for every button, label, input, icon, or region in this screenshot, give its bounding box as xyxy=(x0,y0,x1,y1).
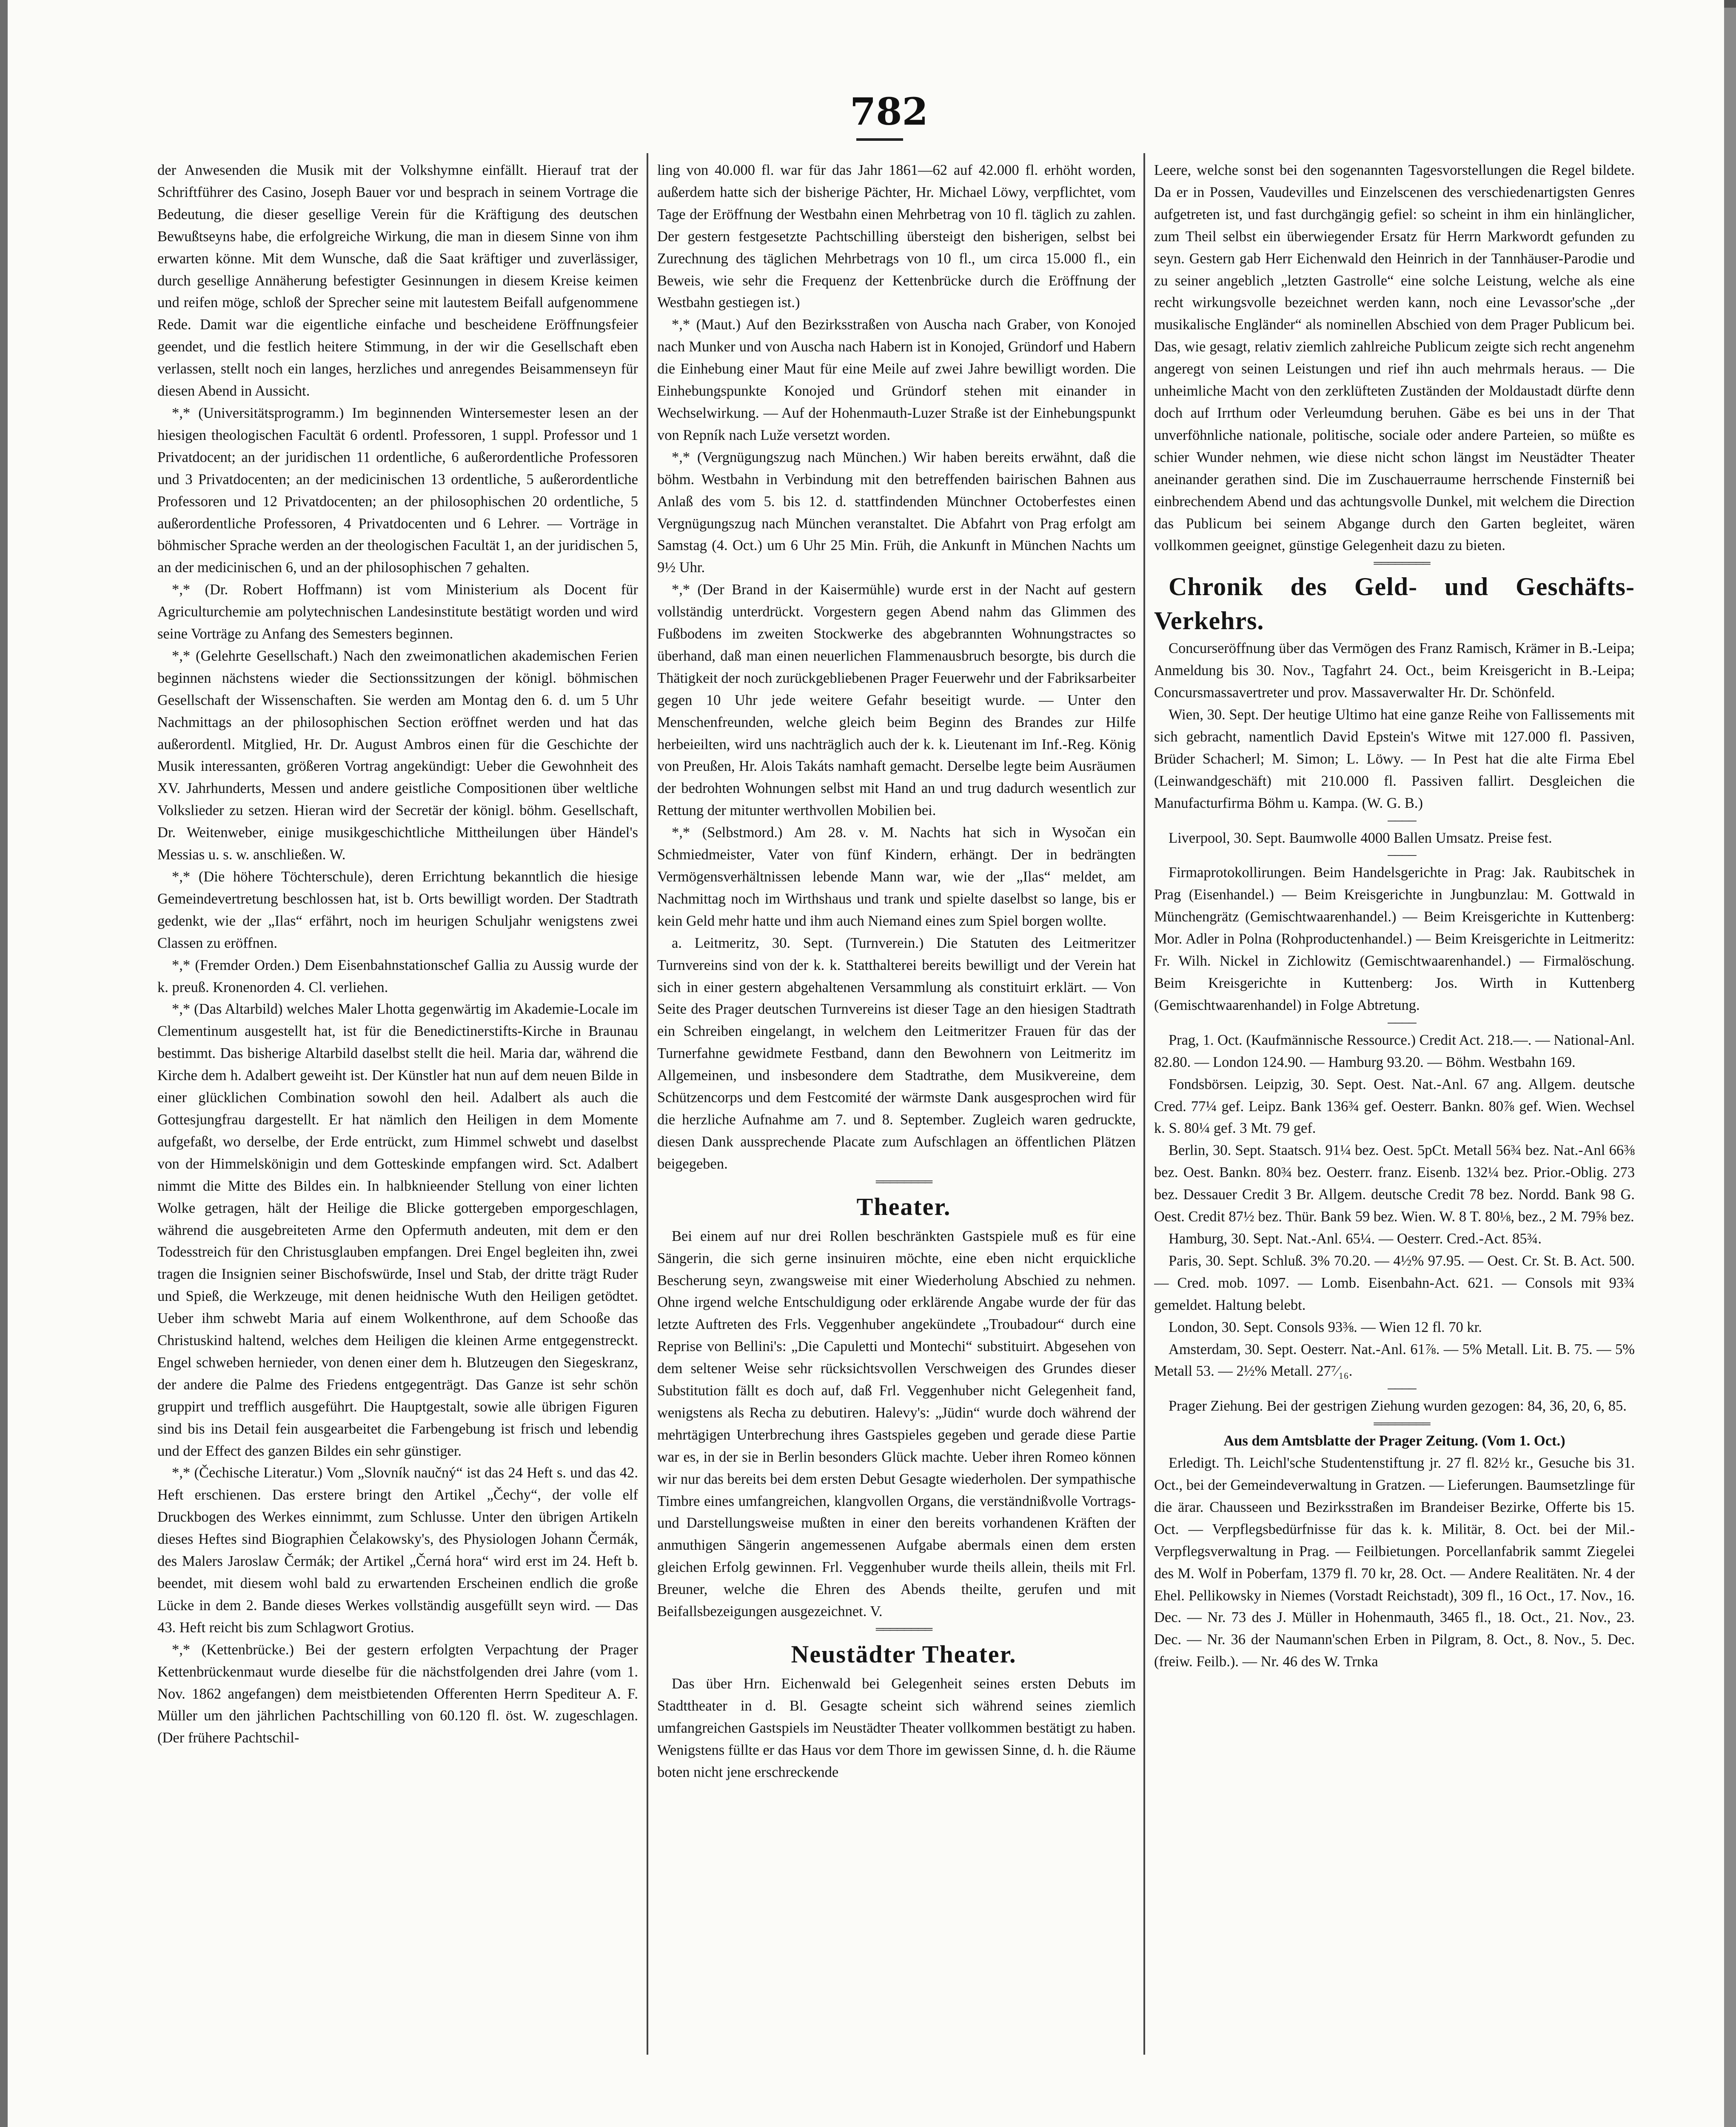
paragraph: *,* (Die höhere Töchterschule), deren Errichtung bekanntlich die hiesige Gemeindevertretung beschlossen hat, ist b. Orts bewilligt worden. Der Stadtrath gedenkt, wie der „Ilas“ erfährt, noch im heurigen Schuljahr wenigstens zwei Classen zu eröffnen. xyxy=(157,869,638,951)
paragraph: *,* (Maut.) Auf den Bezirksstraßen von Auscha nach Graber, von Konojed nach Munker und von Auscha nach Habern ist in Konojed, Gründorf und Habern die Einhebung einer Maut für eine Meile auf zwei Jahre bewilligt worden. Die Einhebungspunkte Konojed und Gründorf stehen mit einander in Wechselwirkung. — Auf der Hohenmauth-Luzer Straße ist der Einhebungspunkt von Repník nach Luže versetzt worden. xyxy=(657,316,1136,443)
section-heading-chronik: Chronik des Geld- und Geschäfts-Verkehrs. xyxy=(1154,573,1635,635)
paragraph: Bei einem auf nur drei Rollen beschränkten Gastspiele muß es für eine Sängerin, die sich gerne insinuiren möchte, eine eben nicht erquickliche Bescherung seyn, zwangsweise mit einer Wiederholung Abschied zu nehmen. Ohne irgend welche Entschuldigung oder erklärende Angabe wurde der für das letzte Auftreten des Frls. Veggenhuber angekündete „Troubadour“ durch eine Reprise von Bellini's: „Die Capuletti und Montechi“ substituirt. Abgesehen von dem seltener Weise sehr rücksichtsvollen Verschweigen des Grundes dieser Substitution fällt es doch auf, daß Frl. Veggenhuber nicht Gelegenheit fand, wenigstens als Recha zu debutiren. Halevy's: „Jüdin“ wurde doch während der mehrtägigen Unterbrechung ihres Gastspieles gegeben und gerade diese Partie war es, in der sie in Berlin besonders Glück machte. Ueber ihren Romeo können wir nur das bereits bei dem ersten Debut Gesagte wiederholen. Der sympathische Timbre eines umfangreichen, klangvollen Organs, die verständnißvolle Vortrags- und Darstellungsweise mußten in einer den bereits vorhandenen Kräften der anmuthigen Sängerin angemessenen Aufgabe abermals einen dem ersten gleichen Erfolg gewinnen. Frl. Veggenhuber wurde theils allein, theils mit Frl. Breuner, welche die Ehren des Abends theilte, gerufen und mit Beifallsbezeigungen ausgezeichnet. V. xyxy=(657,1228,1136,1620)
paragraph: *,* (Gelehrte Gesellschaft.) Nach den zweimonatlichen akademischen Ferien beginnen nächstens wieder die Sectionssitzungen der königl. böhmischen Gesellschaft der Wissenschaften. Sie werden am Montag den 6. d. um 5 Uhr Nachmittags an der philosophischen Section eröffnet werden und hat das außerordentl. Mitglied, Hr. Dr. August Ambros einen für die Geschichte der Musik interessanten, größeren Vortrag angekündigt: Ueber die Gewohnheit des XV. Jahrhunderts, Messen und andere geistliche Compositionen über weltliche Volkslieder zu setzen. Hieran wird der Secretär der königl. böhm. Gesellschaft, Dr. Weitenweber, einige musikgeschichtliche Mittheilungen über Händel's Messias u. s. w. anschließen. W. xyxy=(157,647,638,863)
paragraph: Prag, 1. Oct. (Kaufmännische Ressource.) Credit Act. 218.—. — National-Anl. 82.80. — London 124.90. — Hamburg 93.20. — Böhm. Westbahn 169. xyxy=(1154,1032,1635,1070)
paragraph: *,* (Der Brand in der Kaisermühle) wurde erst in der Nacht auf gestern vollständig unterdrückt. Vorgestern gegen Abend nahm das Glimmen des Fußbodens im zweiten Stockwerke des abgebrannten Wohnungstractes so überhand, daß man einen neuerlichen Flammenausbruch besorgte, bis durch die Thätigkeit der noch zurückgebliebenen Prager Feuerwehr und der Fabriksarbeiter gegen 10 Uhr jede weitere Gefahr beseitigt wurde. — Unter den Menschenfreunden, welche gleich beim Beginn des Brandes zur Hilfe herbeieilten, wird uns nachträglich auch der k. k. Lieutenant im Inf.-Reg. König von Preußen, Hr. Alois Takáts namhaft gemacht. Derselbe legte beim Ausräumen der bedrohten Wohnungen selbst mit Hand an und trug dadurch wesentlich zur Rettung der mitunter werthvollen Mobilien bei. xyxy=(657,582,1136,819)
paragraph: Firmaprotokollirungen. Beim Handelsgerichte in Prag: Jak. Raubitschek in Prag (Eisenhandel.) — Beim Kreisgerichte in Jungbunzlau: M. Gottwald in Münchengrätz (Gemischtwaarenhandel.) — Beim Kreisgerichte in Kuttenberg: Mor. Adler in Polna (Rohproductenhandel.) — Beim Kreisgerichte in Leitmeritz: Fr. Wilh. Nickel in Zichlowitz (Gemischtwaarenhandel.) — Firmalöschung. Beim Kreisgerichte in Kuttenberg: Jos. Wirth in Kuttenberg (Gemischtwaarenhandel) in Folge Abtretung. xyxy=(1154,864,1635,1013)
paragraph: Hamburg, 30. Sept. Nat.-Anl. 65¼. — Oesterr. Cred.-Act. 85¾. xyxy=(1169,1230,1542,1247)
page-number-rule xyxy=(856,138,903,141)
separator-ornament: ════════ xyxy=(875,1623,932,1635)
separator-ornament: ──── xyxy=(1388,1383,1416,1395)
paragraph: *,* (Universitätsprogramm.) Im beginnenden Wintersemester lesen an der hiesigen theologischen Facultät 6 ordentl. Professoren, 1 suppl. Professor und 1 Privatdocent; an der juridischen 11 ordentliche, 6 außerordentliche Professoren und 3 Privatdocenten; an der medicinischen 13 ordentliche, 5 außerordentliche Professoren und 12 Privatdocenten; an der philosophischen 20 ordentliche, 5 außerordentliche Professoren, 4 Privatdocenten und 6 Lehrer. — Vorträge in böhmischer Sprache werden an der theologischen Facultät 1, an der juridischen 5, an der medicinischen 6, und an der philosophischen 7 gehalten. xyxy=(157,405,638,576)
paragraph: London, 30. Sept. Consols 93⅜. — Wien 12 fl. 70 kr. xyxy=(1169,1319,1482,1335)
column-rule xyxy=(1143,153,1145,2055)
paragraph: *,* (Dr. Robert Hoffmann) ist vom Ministerium als Docent für Agriculturchemie am polytechnischen Landesinstitute bestätigt worden und wird seine Vorträge zu Anfang des Semesters beginnen. xyxy=(157,582,638,642)
paragraph: Prager Ziehung. Bei der gestrigen Ziehung wurden gezogen: 84, 36, 20, 6, 85. xyxy=(1169,1398,1627,1414)
paragraph: Leere, welche sonst bei den sogenannten Tagesvorstellungen die Regel bildete. Da er in Possen, Vaudevilles und Einzelscenen des verschiedenartigsten Genres aufgetreten ist, und fast durchgängig gefiel: so scheint in ihm ein hinlänglicher, zum Theil selbst ein überwiegender Ersatz für Herrn Markwordt gefunden zu seyn. Gestern gab Herr Eichenwald den Heinrich in der Tannhäuser-Parodie und zu seiner angeblich „letzten Gastrolle“ eine solche Leistung, welche als eine recht wirkungsvolle bezeichnet werden kann, noch eine Levassor'sche „der musikalische Engländer“ als nominellen Abschied von dem Prager Publicum bei. Das, wie gesagt, relativ ziemlich zahlreiche Publicum zeigte sich recht angenehm angeregt von seinen Leistungen und rief ihn auch mehrmals heraus. — Die unheimliche Macht von den zerklüfteten Zuständen der Moldaustadt dürfte denn doch auf Irrthum oder Verleumdung beruhen. Gäbe es bei uns in der That unverföhnliche nationale, politische, sociale oder andere Parteien, so müßte es schier Wunder nehmen, wie diese nicht schon längst im Neustädter Theater aneinander gerathen sind. Die im Zuschauerraume herrschende Finsterniß bei einbrechendem Abend und das achtungsvolle Dunkel, mit welchem die Direction das Publicum bei seinem Abgange durch den Garten begleitet, wären vollkommen geeignet, günstige Gelegenheit dazu zu bieten. xyxy=(1154,162,1635,554)
paragraph: *,* (Selbstmord.) Am 28. v. M. Nachts hat sich in Wysočan ein Schmiedmeister, Vater von fünf Kindern, erhängt. Der in bedrängten Vermögensverhältnissen lebende Mann war, wie der „Ilas“ meldet, am Nachmittag noch im Wirthshaus und trank und spielte daselbst so lange, bis er kein Geld mehr hatte und ihm auch Niemand eines zum Spiel borgen wollte. xyxy=(657,824,1136,929)
page-number: 782 xyxy=(850,89,928,134)
paragraph: Liverpool, 30. Sept. Baumwolle 4000 Ballen Umsatz. Preise fest. xyxy=(1169,830,1552,846)
column-1 xyxy=(157,160,638,2053)
column-2 xyxy=(657,160,1136,2053)
paragraph: *,* (Kettenbrücke.) Bei der gestern erfolgten Verpachtung der Prager Kettenbrückenmaut wurde dieselbe für die nächstfolgenden drei Jahre (vom 1. Nov. 1862 angefangen) dem meistbietenden Offerenten Herrn Spediteur A. F. Müller um den jährlichen Pachtschilling von 60.120 fl. öst. W. zugeschlagen. (Der frühere Pachtschil- xyxy=(157,1641,638,1746)
separator-ornament: ──── xyxy=(1388,1016,1416,1029)
paragraph: ling von 40.000 fl. war für das Jahr 1861—62 auf 42.000 fl. erhöht worden, außerdem hatte sich der bisherige Pächter, Hr. Michael Löwy, verpflichtet, vom Tage der Eröffnung der Westbahn einen Mehrbetrag von 10 fl. täglich zu zahlen. Der gestern festgesetzte Pachtschilling übersteigt den bisherigen, selbst bei Zurechnung des täglichen Mehrbetrags von 10 fl., um circa 15.000 fl., ein Beweis, wie sehr die Frequenz der Kettenbrücke durch die Eröffnung der Westbahn gestiegen ist.) xyxy=(657,162,1136,311)
paragraph: Das über Hrn. Eichenwald bei Gelegenheit seines ersten Debuts im Stadttheater in d. Bl. Gesagte scheint sich während seines ziemlich umfangreichen Gastspiels im Neustädter Theater vollkommen bestätigt zu haben. Wenigstens füllte er das Haus vor dem Thore im gewissen Sinne, d. h. die Räume boten nicht jene erschreckende xyxy=(657,1676,1136,1780)
paragraph: a. Leitmeritz, 30. Sept. (Turnverein.) Die Statuten des Leitmeritzer Turnvereins sind von der k. k. Statthalterei bereits bewilligt und der Verein hat sich in einer gestern abgehaltenen Versammlung als constituirt erklärt. — Von Seite des Prager deutschen Turnvereins ist dieser Tage an den hiesigen Stadtrath ein Schreiben eingelangt, in welchem den Leitmeritzer Frauen für das der Turnerfahne gewidmete Festband, dann den Bewohnern von Leitmeritz im Allgemeinen, und insbesondere dem Stadtrathe, dem Musikvereine, dem Schützencorps und dem Festcomité der wärmste Dank ausgesprochen wird für die herzliche Aufnahme am 7. und 8. September. Zugleich waren gedruckte, diesen Dank aussprechende Placate zum Aufschlagen an öffentlichen Plätzen beigegeben. xyxy=(657,935,1136,1172)
paragraph: Erledigt. Th. Leichl'sche Studentenstiftung jr. 27 fl. 82½ kr., Gesuche bis 31. Oct., bei der Gemeindeverwaltung in Gratzen. — Lieferungen. Baumsetzlinge für die ärar. Chausseen und Bezirksstraßen im Brandeiser Bezirke, Offerte bis 15. Oct. — Verpflegsbedürfnisse für das k. k. Militär, 8. Oct. bei der Mil.-Verpflegsverwaltung in Prag. — Feilbietungen. Porcellanfabrik sammt Ziegelei des M. Wolf in Poberfam, 1379 fl. 70 kr, 28. Oct. — Andere Realitäten. Nr. 4 der Ehel. Pellikowsky in Niemes (Vorstadt Reichstadt), 309 fl., 16 Oct., 17. Nov., 16. Dec. — Nr. 73 des J. Müller in Hohenmauth, 3465 fl., 18. Oct., 21. Nov., 23. Dec. — Nr. 36 der Naumann'schen Erben in Pilgram, 8. Oct., 8. Nov., 5. Dec. (freiw. Feilb.). — Nr. 46 des W. Trnka xyxy=(1154,1455,1635,1670)
separator-ornament: ──── xyxy=(1388,849,1416,862)
column-3 xyxy=(1154,160,1635,2053)
separator-ornament: ──── xyxy=(1388,814,1416,827)
paragraph: Amsterdam, 30. Sept. Oesterr. Nat.-Anl. 61⅞. — 5% Metall. Lit. B. 75. — 5% Metall 53. — 2½% Metall. 27⁷⁄₁₆. xyxy=(1154,1341,1635,1380)
separator-ornament: ════════ xyxy=(1374,557,1430,570)
newspaper-page xyxy=(8,0,1724,2127)
paragraph: Concurseröffnung über das Vermögen des Franz Ramisch, Krämer in B.-Leipa; Anmeldung bis 30. Nov., Tagfahrt 24. Oct., beim Kreisgericht in B.-Leipa; Concursmassavertreter und prov. Massaverwalter Hr. Dr. Schönfeld. xyxy=(1154,640,1635,701)
section-heading-amtsblatt: Aus dem Amtsblatte der Prager Zeitung. (Vom 1. Oct.) xyxy=(1223,1433,1565,1449)
paragraph: *,* (Fremder Orden.) Dem Eisenbahnstationschef Gallia zu Aussig wurde der k. preuß. Kronenorden 4. Cl. verliehen. xyxy=(157,957,638,995)
paragraph: Paris, 30. Sept. Schluß. 3% 70.20. — 4½% 97.95. — Oest. Cr. St. B. Act. 500. — Cred. mob. 1097. — Lomb. Eisenbahn-Act. 621. — Consols mit 93¾ gemeldet. Haltung belebt. xyxy=(1154,1252,1635,1313)
paragraph: Berlin, 30. Sept. Staatsch. 91¼ bez. Oest. 5pCt. Metall 56¾ bez. Nat.-Anl 66⅜ bez. Oest. Bankn. 80¾ bez. Oesterr. franz. Eisenb. 132¼ bez. Prior.-Oblig. 273 bez. Dessauer Credit 3 Br. Allgem. deutsche Credit 78 bez. Nordd. Bank 98 G. Oest. Credit 87½ bez. Thür. Bank 59 bez. Wien. W. 8 T. 80⅛, bez., 2 M. 79⅝ bez. xyxy=(1154,1142,1635,1225)
section-heading-neustaedter-theater: Neustädter Theater. xyxy=(791,1640,1017,1668)
paragraph: der Anwesenden die Musik mit der Volkshymne einfällt. Hierauf trat der Schriftführer des Casino, Joseph Bauer vor und besprach in seinem Vortrage die Bedeutung, die dieser gesellige Verein für die Kräftigung des deutschen Bewußtseyns habe, die erfolgreiche Wirkung, die man in diesem Sinne von ihm erwarten könne. Mit dem Wunsche, daß die Saat kräftiger und zuverlässiger, durch gesellige Annäherung befestigter Gesinnungen in diesem Kreise keimen und reifen möge, schloß der Sprecher seine mit lautestem Beifall aufgenommene Rede. Damit war die eigentliche einfache und bescheidene Eröffnungsfeier geendet, und die festlich heitere Stimmung, in der wir die Gesellschaft eben verlassen, stellt noch ein langes, herzliches und anregendes Beisammenseyn für diesen Abend in Aussicht. xyxy=(157,162,638,399)
separator-ornament: ════════ xyxy=(875,1175,932,1188)
scan-edge xyxy=(1723,0,1736,2127)
paragraph: Fondsbörsen. Leipzig, 30. Sept. Oest. Nat.-Anl. 67 ang. Allgem. deutsche Cred. 77¼ gef. Leipz. Bank 136¾ gef. Oesterr. Bankn. 80⅞ gef. Wien. Wechsel k. S. 80¼ gef. 3 Mt. 79 gef. xyxy=(1154,1076,1635,1137)
section-heading-theater: Theater. xyxy=(856,1192,951,1220)
column-rule xyxy=(647,153,648,2055)
paragraph: *,* (Das Altarbild) welches Maler Lhotta gegenwärtig im Akademie-Locale im Clementinum ausgestellt hat, ist für die Benedictinerstifts-Kirche in Braunau bestimmt. Das bisherige Altarbild daselbst stellt die heil. Maria dar, während die Kirche dem h. Adalbert geweiht ist. Der Künstler hat nun auf dem neuen Bilde in einer glücklichen Combination sowohl den heil. Adalbert als auch die Gottesjungfrau dargestellt. Er hat nämlich den Heiligen in dem Momente aufgefaßt, wo derselbe, der Erde entrückt, zum Himmel schwebt und daselbst von der Himmelskönigin und dem Gotteskinde empfangen wird. Sct. Adalbert nimmt die Mitte des Bildes ein. In halbknieender Stellung von einer lichten Wolke getragen, hält der Heilige die Blicke gottergeben emporgeschlagen, während die ausgebreiteten Arme den Opfermuth andeuten, mit dem er den Todesstreich für den Christusglauben empfangen. Drei Engel begleiten ihn, zwei tragen die Insignien seiner Bischofswürde, Insel und Stab, der dritte trägt Ruder und Spieß, die Werkzeuge, mit denen heidnische Wuth den Heiligen getödtet. Ueber ihm schwebt Maria auf einem Wolkenthrone, auf dem Schooße das Christuskind haltend, welches dem Heiligen die kleinen Arme entgegenstreckt. Engel schweben hernieder, von denen einer dem h. Blutzeugen den Siegeskranz, der andere die Palme des Friedens entgegenträgt. Das Ganze ist sehr schön gruppirt und trefflich ausgeführt. Die Hauptgestalt, sowie alle übrigen Figuren sind bis ins Detail fein ausgearbeitet die Farbengebung ist frisch und lebendig und der Effect des ganzen Bildes ein sehr günstiger. xyxy=(157,1001,638,1459)
paragraph: Wien, 30. Sept. Der heutige Ultimo hat eine ganze Reihe von Fallissements mit sich gebracht, namentlich David Epstein's Witwe mit 127.000 fl. Passiven, Brüder Schacherl; M. Simon; L. Löwy. — In Pest hat die alte Firma Ebel (Leinwandgeschäft) mit 210.000 fl. Passiven fallirt. Desgleichen die Manufacturfirma Böhm u. Kampa. (W. G. B.) xyxy=(1154,707,1635,811)
paragraph: *,* (Vergnügungszug nach München.) Wir haben bereits erwähnt, daß die böhm. Westbahn in Verbindung mit den betreffenden bairischen Bahnen aus Anlaß des vom 5. bis 12. d. stattfindenden Münchner Octoberfestes einen Vergnügungszug nach München veranstaltet. Die Abfahrt von Prag erfolgt am Samstag (4. Oct.) um 6 Uhr 25 Min. Früh, die Ankunft in München Nachts um 9½ Uhr. xyxy=(657,449,1136,576)
paragraph: *,* (Čechische Literatur.) Vom „Slovník naučný“ ist das 24 Heft s. und das 42. Heft erschienen. Das erstere bringt den Artikel „Čechy“, der volle elf Druckbogen des Werkes einnimmt, zum Schlusse. Unter den übrigen Artikeln dieses Heftes sind Biographien Čelakowsky's, des Physiologen Johann Čermák, des Malers Jaroslaw Čermák; der Artikel „Černá hora“ wird erst im 24. Heft b. beendet, mit diesem wohl bald zu erwartenden Erscheinen endlich die große Lücke in dem 2. Bande dieses Werkes vollständig ausgefüllt seyn wird. — Das 43. Heft reicht bis zum Schlagwort Grotius. xyxy=(157,1465,638,1636)
separator-ornament: ════════ xyxy=(1374,1417,1430,1430)
